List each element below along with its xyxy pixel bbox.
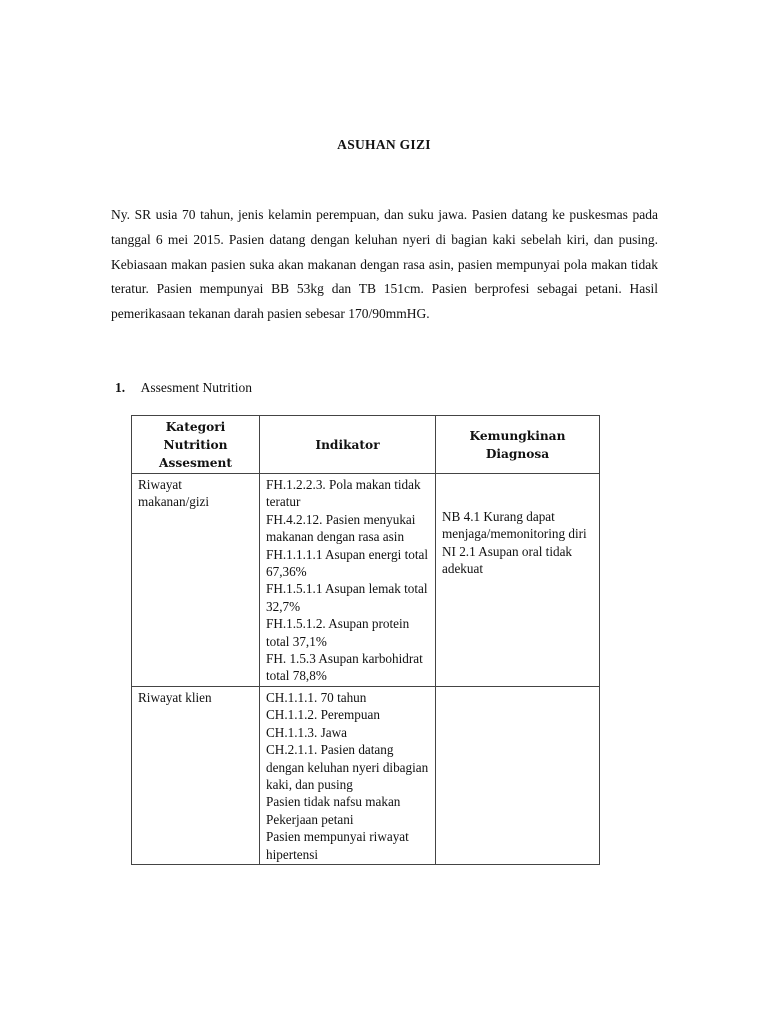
section-heading xyxy=(115,380,252,396)
cell-indikator xyxy=(260,474,436,687)
header-indikator: Indikator xyxy=(260,416,436,474)
indicator-item: Pasien mempunyai riwayat hipertensi xyxy=(266,829,409,862)
diagnosis-item: NB 4.1 Kurang dapat menjaga/memonitoring diri xyxy=(442,509,587,542)
header-diagnosa: Kemungkinan Diagnosa xyxy=(436,416,600,474)
section-number: 1. xyxy=(115,380,126,395)
section-title: Assesment Nutrition xyxy=(140,380,253,395)
indicator-item: FH.1.5.1.1 Asupan lemak total 32,7% xyxy=(266,581,428,614)
table-header-row xyxy=(132,416,600,474)
indicator-item: CH.2.1.1. Pasien datang dengan keluhan nyeri dibagian kaki, dan pusing xyxy=(266,742,429,792)
indicator-item: FH. 1.5.3 Asupan karbohidrat total 78,8% xyxy=(266,651,423,684)
cell-indikator xyxy=(260,686,436,864)
indicator-item: FH.1.1.1.1 Asupan energi total 67,36% xyxy=(266,546,429,580)
assessment-table xyxy=(131,415,600,865)
indicator-item: CH.1.1.3. Jawa xyxy=(266,724,347,740)
indicator-item: Pasien tidak nafsu makan xyxy=(266,794,401,810)
table-row xyxy=(132,686,600,864)
case-description: Ny. SR usia 70 tahun, jenis kelamin perempuan, dan suku jawa. Pasien datang ke puskesmas pada tanggal 6 mei 2015. Pasien datang dengan keluhan nyeri di bagian kaki sebelah kiri, dan pusing. Kebiasaan makan pasien suka akan makanan dengan rasa asin, pasien mempunyai pola makan tidak teratur. Pasien mempunyai BB 53kg dan TB 151cm. Pasien berprofesi sebagai petani. Hasil pemerikasaan tekanan darah pasien sebesar 170/90mmHG. xyxy=(111,207,658,322)
diagnosis-item: NI 2.1 Asupan oral tidak adekuat xyxy=(442,543,573,577)
table-row xyxy=(132,474,600,687)
indicator-item: FH.1.2.2.3. Pola makan tidak teratur xyxy=(266,477,421,510)
cell-diagnosa xyxy=(436,686,600,864)
indicator-item: CH.1.1.2. Perempuan xyxy=(266,707,380,723)
indicator-item: FH.4.2.12. Pasien menyukai makanan dengan rasa asin xyxy=(266,511,416,545)
cell-kategori: Riwayat makanan/gizi xyxy=(132,474,260,687)
cell-diagnosa xyxy=(436,474,600,687)
document-title: ASUHAN GIZI xyxy=(337,137,431,152)
indicator-item: Pekerjaan petani xyxy=(266,811,354,827)
cell-kategori: Riwayat klien xyxy=(132,686,260,864)
indicator-item: FH.1.5.1.2. Asupan protein total 37,1% xyxy=(266,616,410,649)
header-kategori: Kategori Nutrition Assesment xyxy=(132,416,260,474)
indicator-item: CH.1.1.1. 70 tahun xyxy=(266,689,367,705)
